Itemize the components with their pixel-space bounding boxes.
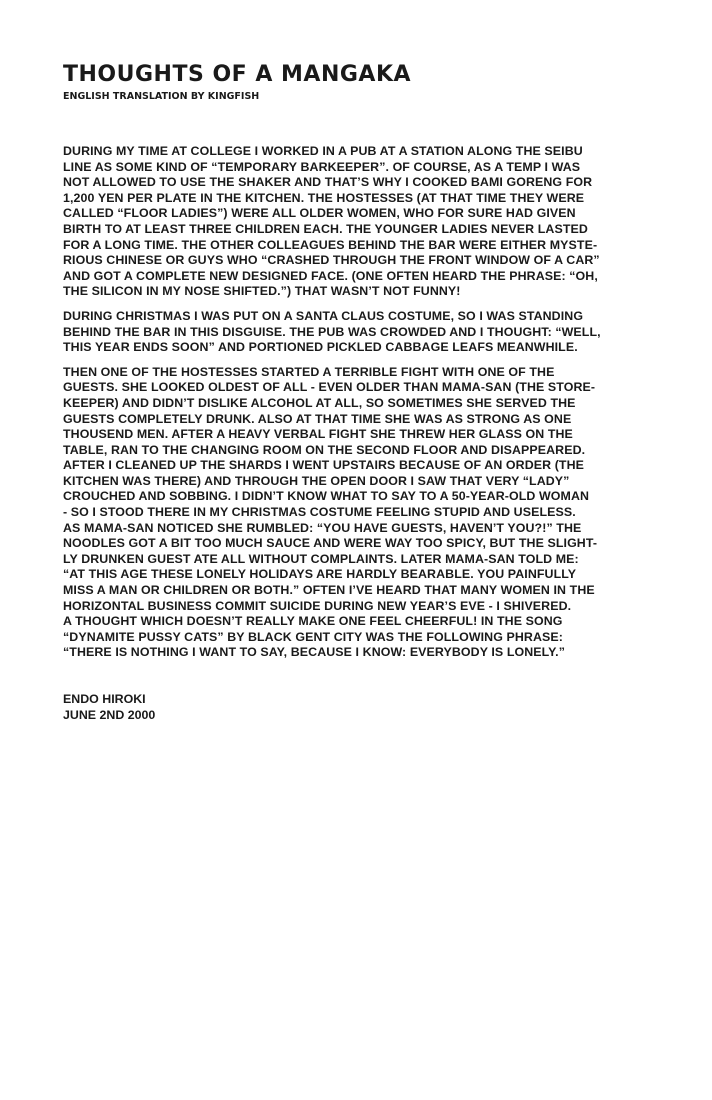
text-line: - SO I STOOD THERE IN MY CHRISTMAS COSTUME FEELING STUPID AND USELESS. [63,505,576,520]
text-line: GUESTS COMPLETELY DRUNK. ALSO AT THAT TIME SHE WAS AS STRONG AS ONE [63,411,572,426]
text-line: RIOUS CHINESE OR GUYS WHO “CRASHED THROUGH THE FRONT WINDOW OF A CAR” [63,253,600,268]
text-line: 1,200 YEN PER PLATE IN THE KITCHEN. THE HOSTESSES (AT THAT TIME THEY WERE [63,190,585,205]
text-line: “AT THIS AGE THESE LONELY HOLIDAYS ARE HARDLY BEARABLE. YOU PAINFULLY [63,567,577,582]
text-line: TABLE, RAN TO THE CHANGING ROOM ON THE SECOND FLOOR AND DISAPPEARED. [63,442,586,457]
signature-block [63,691,659,723]
author-name: ENDO HIROKI [63,692,146,706]
paragraph-2 [63,309,659,356]
text-line: “THERE IS NOTHING I WANT TO SAY, BECAUSE I KNOW: EVERYBODY IS LONELY.” [63,645,566,660]
text-line: LINE AS SOME KIND OF “TEMPORARY BARKEEPER”. OF COURSE, AS A TEMP I WAS [63,159,581,174]
text-line: “DYNAMITE PUSSY CATS” BY BLACK GENT CITY WAS THE FOLLOWING PHRASE: [63,629,563,644]
article [63,60,659,723]
text-line: MISS A MAN OR CHILDREN OR BOTH.” OFTEN I’VE HEARD THAT MANY WOMEN IN THE [63,583,595,598]
text-line: THIS YEAR ENDS SOON” AND PORTIONED PICKLED CABBAGE LEAFS MEANWHILE. [63,340,578,355]
text-line: LY DRUNKEN GUEST ATE ALL WITHOUT COMPLAINTS. LATER MAMA-SAN TOLD ME: [63,551,579,566]
paragraph-1 [63,144,659,300]
text-line: FOR A LONG TIME. THE OTHER COLLEAGUES BEHIND THE BAR WERE EITHER MYSTE- [63,237,598,252]
text-line: HORIZONTAL BUSINESS COMMIT SUICIDE DURING NEW YEAR’S EVE - I SHIVERED. [63,598,572,613]
text-line: BEHIND THE BAR IN THIS DISGUISE. THE PUB WAS CROWDED AND I THOUGHT: “WELL, [63,324,601,339]
text-line: AS MAMA-SAN NOTICED SHE RUMBLED: “YOU HAVE GUESTS, HAVEN’T YOU?!” THE [63,520,582,535]
translation-credit: ENGLISH TRANSLATION BY KINGFISH [63,91,260,102]
text-line: GUESTS. SHE LOOKED OLDEST OF ALL - EVEN OLDER THAN MAMA-SAN (THE STORE- [63,380,596,395]
paragraph-3 [63,365,659,661]
text-line: DURING CHRISTMAS I WAS PUT ON A SANTA CLAUS COSTUME, SO I WAS STANDING [63,308,584,323]
text-line: THE SILICON IN MY NOSE SHIFTED.”) THAT WASN’T NOT FUNNY! [63,284,461,299]
text-line: AFTER I CLEANED UP THE SHARDS I WENT UPSTAIRS BECAUSE OF AN ORDER (THE [63,458,585,473]
text-line: THEN ONE OF THE HOSTESSES STARTED A TERRIBLE FIGHT WITH ONE OF THE [63,364,555,379]
text-line: KITCHEN WAS THERE) AND THROUGH THE OPEN DOOR I SAW THAT VERY “LADY” [63,473,570,488]
text-line: CROUCHED AND SOBBING. I DIDN’T KNOW WHAT TO SAY TO A 50-YEAR-OLD WOMAN [63,489,590,504]
text-line: KEEPER) AND DIDN’T DISLIKE ALCOHOL AT ALL, SO SOMETIMES SHE SERVED THE [63,395,576,410]
signature-date: JUNE 2ND 2000 [63,708,156,722]
text-line: NOODLES GOT A BIT TOO MUCH SAUCE AND WERE WAY TOO SPICY, BUT THE SLIGHT- [63,536,598,551]
text-line: DURING MY TIME AT COLLEGE I WORKED IN A PUB AT A STATION ALONG THE SEIBU [63,144,583,158]
text-line: AND GOT A COMPLETE NEW DESIGNED FACE. (ONE OFTEN HEARD THE PHRASE: “OH, [63,268,598,283]
text-line: BIRTH TO AT LEAST THREE CHILDREN EACH. THE YOUNGER LADIES NEVER LASTED [63,221,588,236]
text-line: NOT ALLOWED TO USE THE SHAKER AND THAT’S WHY I COOKED BAMI GORENG FOR [63,175,593,190]
article-body [63,144,659,661]
text-line: THOUSEND MEN. AFTER A HEAVY VERBAL FIGHT SHE THREW HER GLASS ON THE [63,427,573,442]
text-line: A THOUGHT WHICH DOESN’T REALLY MAKE ONE FEEL CHEERFUL! IN THE SONG [63,614,563,629]
page-title: THOUGHTS OF A MANGAKA [63,62,412,87]
text-line: CALLED “FLOOR LADIES”) WERE ALL OLDER WOMEN, WHO FOR SURE HAD GIVEN [63,206,576,221]
